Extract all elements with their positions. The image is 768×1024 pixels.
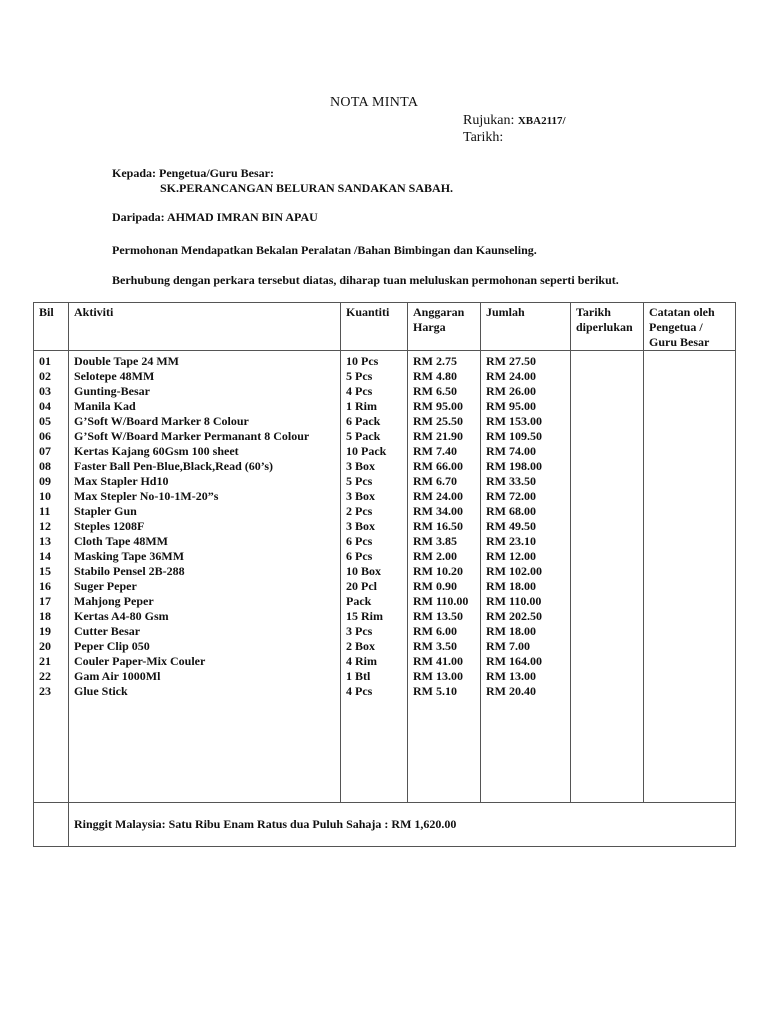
row-jumlah: RM 198.00	[486, 459, 542, 473]
row-jumlah: RM 18.00	[486, 579, 536, 593]
row-harga: RM 66.00	[413, 459, 463, 473]
recipient-school: SK.PERANCANGAN BELURAN SANDAKAN SABAH.	[160, 181, 454, 195]
row-jumlah: RM 153.00	[486, 414, 542, 428]
row-aktiviti: Stabilo Pensel 2B-288	[74, 564, 185, 578]
row-jumlah: RM 164.00	[486, 654, 542, 668]
tarikh-column	[571, 351, 644, 803]
row-harga: RM 24.00	[413, 489, 463, 503]
row-jumlah: RM 24.00	[486, 369, 536, 383]
row-aktiviti: Cutter Besar	[74, 624, 141, 638]
row-harga: RM 2.00	[413, 549, 457, 563]
row-jumlah: RM 33.50	[486, 474, 536, 488]
row-kuantiti: 10 Box	[346, 564, 382, 578]
row-jumlah: RM 7.00	[486, 639, 530, 653]
row-jumlah: RM 49.50	[486, 519, 536, 533]
row-aktiviti: Suger Peper	[74, 579, 137, 593]
row-kuantiti: 5 Pcs	[346, 474, 373, 488]
row-bil: 19	[39, 624, 51, 638]
row-kuantiti: 4 Pcs	[346, 684, 373, 698]
row-jumlah: RM 109.50	[486, 429, 542, 443]
row-harga: RM 13.00	[413, 669, 463, 683]
items-body-row	[34, 351, 736, 803]
row-aktiviti: Double Tape 24 MM	[74, 354, 180, 368]
total-row	[34, 803, 736, 847]
row-jumlah: RM 23.10	[486, 534, 536, 548]
row-aktiviti: Kertas Kajang 60Gsm 100 sheet	[74, 444, 239, 458]
total-empty-cell	[34, 803, 69, 847]
sender-line: Daripada: AHMAD IMRAN BIN APAU	[112, 210, 318, 224]
row-jumlah: RM 74.00	[486, 444, 536, 458]
row-kuantiti: 10 Pack	[346, 444, 387, 458]
row-aktiviti: G’Soft W/Board Marker 8 Colour	[74, 414, 249, 428]
row-harga: RM 10.20	[413, 564, 463, 578]
row-kuantiti: 6 Pcs	[346, 549, 373, 563]
row-bil: 11	[39, 504, 51, 518]
row-jumlah: RM 110.00	[486, 594, 542, 608]
row-jumlah: RM 13.00	[486, 669, 536, 683]
row-bil: 21	[39, 654, 51, 668]
row-harga: RM 16.50	[413, 519, 463, 533]
row-aktiviti: Stapler Gun	[74, 504, 137, 518]
row-aktiviti: Manila Kad	[74, 399, 136, 413]
row-bil: 15	[39, 564, 51, 578]
row-harga: RM 2.75	[413, 354, 457, 368]
rujukan-code: XBA2117/	[517, 115, 566, 127]
table-header-row	[34, 303, 736, 351]
header-kuantiti: Kuantiti	[341, 303, 408, 351]
row-bil: 01	[39, 354, 51, 368]
row-bil: 18	[39, 609, 51, 623]
reference-line	[463, 113, 566, 129]
rujukan-label: Rujukan:	[463, 113, 515, 128]
row-kuantiti: 4 Pcs	[346, 384, 373, 398]
row-aktiviti: G’Soft W/Board Marker Permanant 8 Colour	[74, 429, 310, 443]
header-jumlah: Jumlah	[481, 303, 571, 351]
header-tarikh-diperlukan: Tarikh diperlukan	[571, 303, 644, 351]
row-kuantiti: 3 Box	[346, 489, 376, 503]
row-bil: 23	[39, 684, 51, 698]
row-aktiviti: Peper Clip 050	[74, 639, 150, 653]
row-bil: 22	[39, 669, 51, 683]
row-kuantiti: 1 Btl	[346, 669, 371, 683]
header-bil: Bil	[34, 303, 69, 351]
row-kuantiti: 3 Box	[346, 519, 376, 533]
request-subject: Permohonan Mendapatkan Bekalan Peralatan /Bahan Bimbingan dan Kaunseling.	[112, 243, 537, 257]
row-harga: RM 34.00	[413, 504, 463, 518]
row-kuantiti: 10 Pcs	[346, 354, 379, 368]
row-aktiviti: Gunting-Besar	[74, 384, 151, 398]
row-jumlah: RM 20.40	[486, 684, 536, 698]
row-bil: 09	[39, 474, 51, 488]
row-aktiviti: Faster Ball Pen-Blue,Black,Read (60’s)	[74, 459, 273, 473]
row-jumlah: RM 27.50	[486, 354, 536, 368]
document-title: NOTA MINTA	[330, 95, 419, 110]
row-bil: 04	[39, 399, 51, 413]
row-harga: RM 7.40	[413, 444, 457, 458]
jumlah-column	[481, 351, 571, 803]
row-harga: RM 0.90	[413, 579, 457, 593]
catatan-column	[644, 351, 736, 803]
row-harga: RM 95.00	[413, 399, 463, 413]
row-aktiviti: Steples 1208F	[74, 519, 145, 533]
bil-column	[34, 351, 69, 803]
row-kuantiti: 20 Pcl	[346, 579, 377, 593]
row-bil: 13	[39, 534, 51, 548]
row-bil: 10	[39, 489, 51, 503]
row-aktiviti: Couler Paper-Mix Couler	[74, 654, 206, 668]
row-bil: 12	[39, 519, 51, 533]
row-bil: 07	[39, 444, 51, 458]
row-jumlah: RM 12.00	[486, 549, 536, 563]
row-harga: RM 41.00	[413, 654, 463, 668]
row-jumlah: RM 95.00	[486, 399, 536, 413]
row-bil: 20	[39, 639, 51, 653]
row-bil: 17	[39, 594, 51, 608]
row-harga: RM 6.70	[413, 474, 457, 488]
row-jumlah: RM 26.00	[486, 384, 536, 398]
row-kuantiti: 6 Pack	[346, 414, 381, 428]
row-harga: RM 13.50	[413, 609, 463, 623]
request-intro: Berhubung dengan perkara tersebut diatas, diharap tuan meluluskan permohonan seperti berikut.	[112, 273, 619, 287]
row-jumlah: RM 202.50	[486, 609, 542, 623]
row-bil: 14	[39, 549, 51, 563]
row-aktiviti: Max Stapler Hd10	[74, 474, 169, 488]
row-kuantiti: 2 Pcs	[346, 504, 373, 518]
header-anggaran-harga: Anggaran Harga	[408, 303, 481, 351]
recipient-line: Kepada: Pengetua/Guru Besar:	[112, 166, 274, 180]
row-aktiviti: Mahjong Peper	[74, 594, 154, 608]
row-bil: 05	[39, 414, 51, 428]
row-harga: RM 6.50	[413, 384, 457, 398]
row-harga: RM 5.10	[413, 684, 457, 698]
row-kuantiti: 2 Box	[346, 639, 376, 653]
header-aktiviti: Aktiviti	[69, 303, 341, 351]
tarikh-label: Tarikh:	[463, 130, 504, 145]
row-kuantiti: 5 Pack	[346, 429, 381, 443]
row-kuantiti: 15 Rim	[346, 609, 383, 623]
total-text: Ringgit Malaysia: Satu Ribu Enam Ratus dua Puluh Sahaja : RM 1,620.00	[69, 803, 736, 847]
row-aktiviti: Selotepe 48MM	[74, 369, 155, 383]
kuantiti-column	[341, 351, 408, 803]
row-jumlah: RM 72.00	[486, 489, 536, 503]
row-harga: RM 6.00	[413, 624, 457, 638]
row-harga: RM 4.80	[413, 369, 457, 383]
row-jumlah: RM 102.00	[486, 564, 542, 578]
row-harga: RM 21.90	[413, 429, 463, 443]
row-bil: 03	[39, 384, 51, 398]
row-kuantiti: 3 Box	[346, 459, 376, 473]
row-aktiviti: Masking Tape 36MM	[74, 549, 185, 563]
row-bil: 06	[39, 429, 51, 443]
anggaran-harga-column	[408, 351, 481, 803]
items-table	[33, 302, 736, 847]
row-kuantiti: 4 Rim	[346, 654, 377, 668]
row-jumlah: RM 68.00	[486, 504, 536, 518]
row-kuantiti: 3 Pcs	[346, 624, 373, 638]
aktiviti-column	[69, 351, 341, 803]
row-aktiviti: Kertas A4-80 Gsm	[74, 609, 169, 623]
row-kuantiti: 1 Rim	[346, 399, 377, 413]
row-harga: RM 3.50	[413, 639, 457, 653]
row-bil: 02	[39, 369, 51, 383]
row-aktiviti: Max Stepler No-10-1M-20”s	[74, 489, 219, 503]
row-aktiviti: Glue Stick	[74, 684, 128, 698]
row-harga: RM 110.00	[413, 594, 469, 608]
row-harga: RM 3.85	[413, 534, 457, 548]
row-harga: RM 25.50	[413, 414, 463, 428]
header-catatan: Catatan oleh Pengetua / Guru Besar	[644, 303, 736, 351]
row-bil: 16	[39, 579, 51, 593]
row-jumlah: RM 18.00	[486, 624, 536, 638]
row-kuantiti: 6 Pcs	[346, 534, 373, 548]
row-aktiviti: Cloth Tape 48MM	[74, 534, 169, 548]
row-kuantiti: Pack	[346, 594, 372, 608]
row-bil: 08	[39, 459, 51, 473]
row-aktiviti: Gam Air 1000Ml	[74, 669, 161, 683]
row-kuantiti: 5 Pcs	[346, 369, 373, 383]
